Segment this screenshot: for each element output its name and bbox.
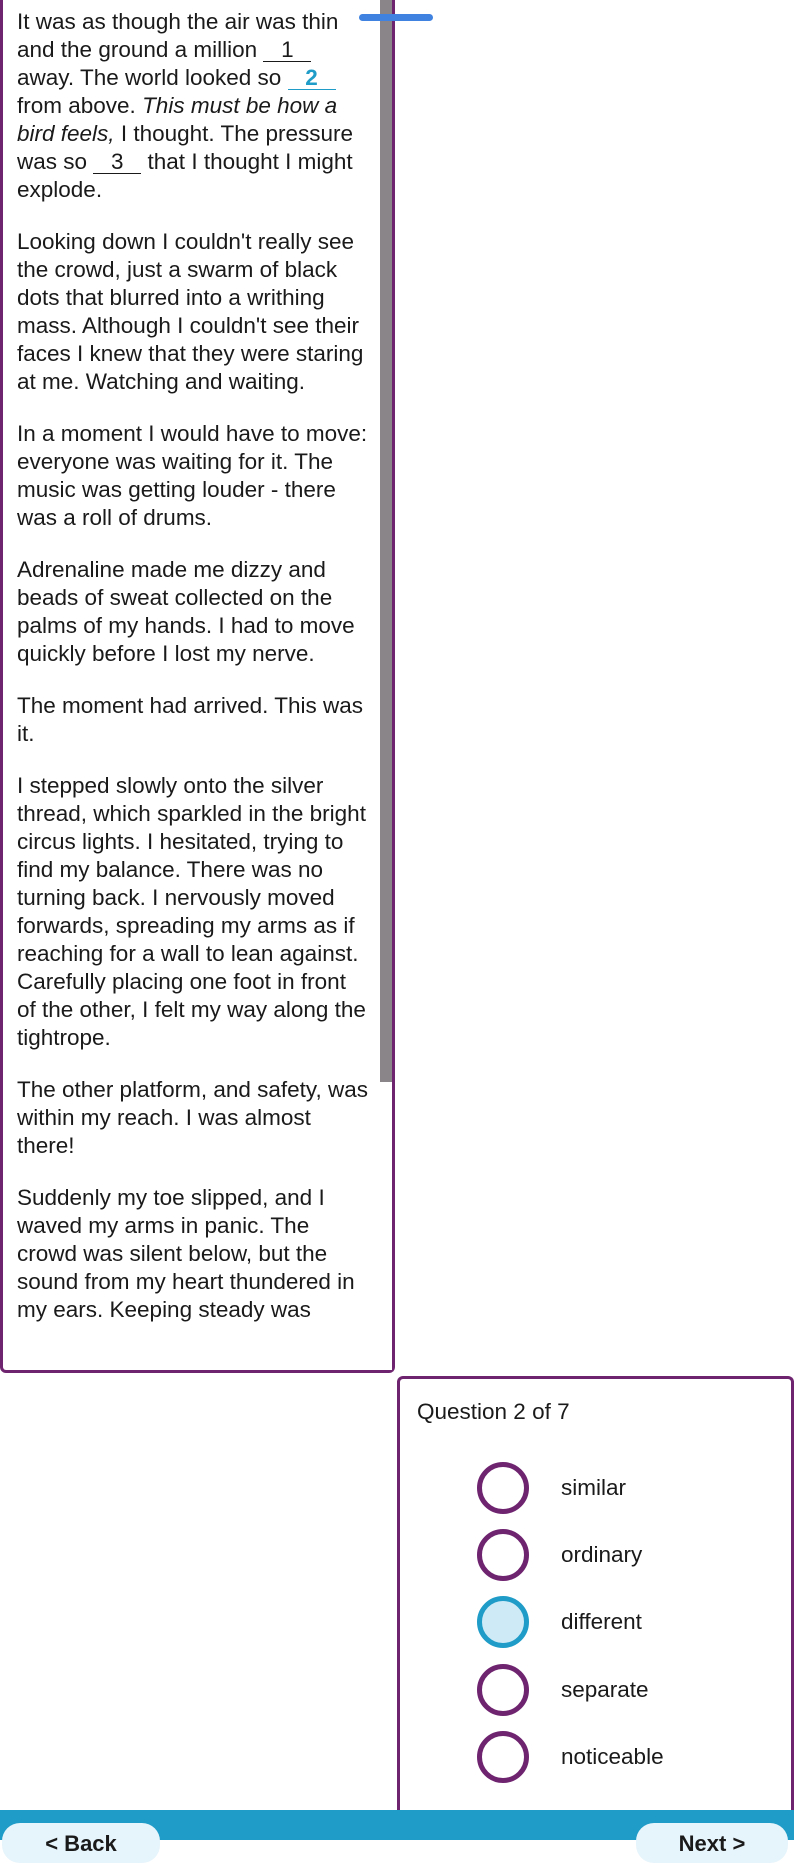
passage-paragraph: Adrenaline made me dizzy and beads of sweat collected on the palms of my hands. I had to move quickly before I lost my nerve. [17,557,355,666]
passage-paragraph: The other platform, and safety, was within my reach. I was almost there! [17,1077,369,1158]
passage-scrollbar[interactable] [380,0,392,1370]
passage-text-run: away. The world looked so [17,65,288,90]
radio-button[interactable] [477,1731,529,1783]
question-counter: Question 2 of 7 [417,1399,570,1424]
passage-italic-text: This must be how a bird feels, [17,93,338,146]
gap-1[interactable]: 1 [263,39,311,62]
back-button[interactable]: < Back [2,1823,160,1863]
gap-2[interactable]: 2 [288,67,336,90]
option-label: separate [561,1677,649,1702]
option-noticeable[interactable] [477,1729,767,1785]
panel-drag-handle[interactable] [359,14,433,21]
option-separate[interactable] [477,1662,767,1718]
option-label: different [561,1609,642,1634]
next-button[interactable]: Next > [636,1823,788,1863]
passage-paragraph: The moment had arrived. This was it. [17,693,363,746]
passage-text-run: from above. [17,93,143,118]
passage-text-run: that I thought I might explode. [17,149,353,202]
passage-paragraph: Suddenly my toe slipped, and I waved my arms in panic. The crowd was silent below, but the sound from my heart thundered in my ears. Keeping steady was [17,1185,355,1322]
radio-button[interactable] [477,1529,529,1581]
option-similar[interactable] [477,1460,767,1516]
option-label: ordinary [561,1542,643,1567]
option-different[interactable] [477,1594,767,1650]
option-ordinary[interactable] [477,1527,767,1583]
passage-text [3,0,383,1370]
passage-paragraph: I stepped slowly onto the silver thread, which sparkled in the bright circus lights. I hesitated, trying to find my balance. There was no turning back. I nervously moved forwards, spreading my arms as if reaching for a wall to lean against. Carefully placing one foot in front of the other, I felt my way along the tightrope. [17,773,366,1050]
option-label: similar [561,1475,626,1500]
radio-button[interactable] [477,1462,529,1514]
gap-3[interactable]: 3 [93,151,141,174]
passage-paragraph [17,8,369,204]
passage-paragraph: In a moment I would have to move: everyone was waiting for it. The music was getting louder - there was a roll of drums. [17,421,368,530]
question-panel [397,1376,794,1840]
radio-button[interactable] [477,1664,529,1716]
passage-text-run: It was as though the air was thin and the ground a million [17,9,339,62]
option-label: noticeable [561,1744,664,1769]
passage-text-run: I thought. The pressure was so [17,121,354,174]
passage-paragraph: Looking down I couldn't really see the crowd, just a swarm of black dots that blurred into a writhing mass. Although I couldn't see their faces I knew that they were staring at me. Watching and waiting. [17,229,364,394]
radio-button-selected[interactable] [477,1596,529,1648]
passage-scrollbar-thumb[interactable] [380,0,392,1082]
passage-panel[interactable] [0,0,395,1373]
